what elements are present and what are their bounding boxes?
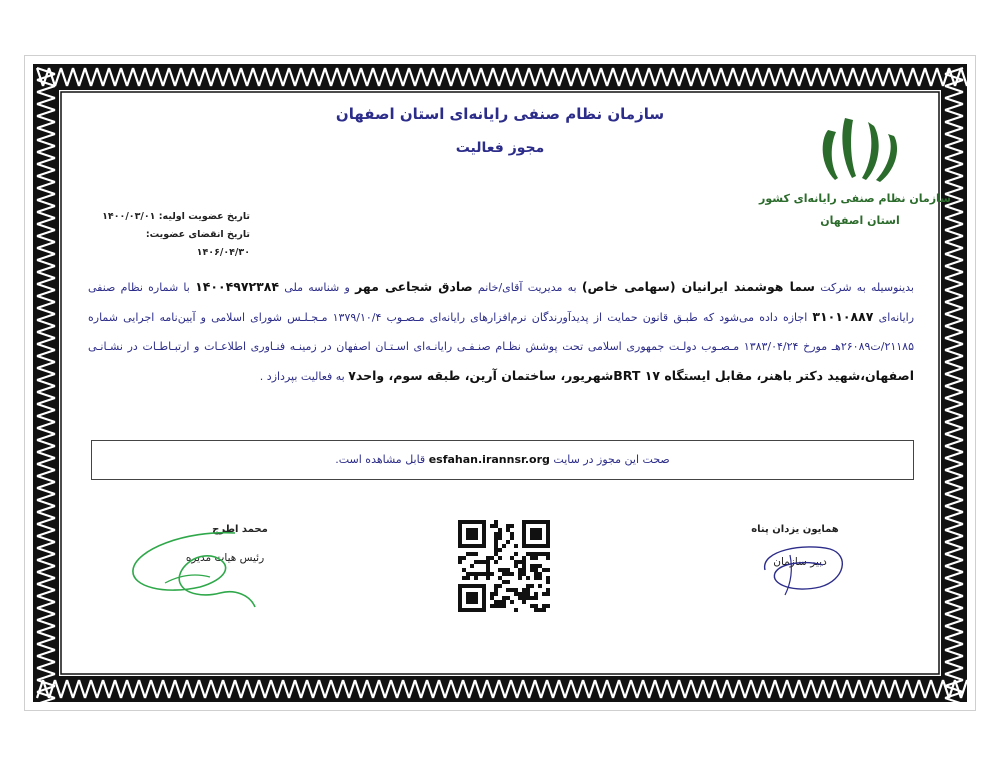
chairman-name: محمد اطرج <box>212 524 268 535</box>
body-part-4: با شماره نظام صنفی رایانه‌ای <box>88 281 914 324</box>
national-id: ۱۴۰۰۴۹۷۲۳۸۴ <box>195 279 280 294</box>
member-number: ۳۱۰۱۰۸۸۷ <box>812 309 874 324</box>
verification-box <box>91 440 914 480</box>
secretary-signature <box>745 535 855 605</box>
chairman-signature <box>125 525 260 615</box>
verify-prefix: صحت این مجوز در سایت <box>553 453 670 466</box>
certificate-title: مجوز فعالیت <box>455 140 545 156</box>
logo-province: استان اصفهان <box>820 214 900 227</box>
membership-dates <box>90 208 250 262</box>
first-membership-date: تاریخ عضویت اولیه: ۱۴۰۰/۰۳/۰۱ <box>102 211 250 222</box>
body-part-1: بدینوسیله به شرکت <box>814 281 914 294</box>
secretary-name: همایون یزدان پناه <box>751 524 839 535</box>
company-name: سما هوشمند ایرانیان (سهامی خاص) <box>581 279 815 294</box>
company-address: اصفهان،شهید دکتر باهنر، مقابل ایستگاه BRT ۱۷شهریور، ساختمان آرین، طبقه سوم، واحد۷ <box>348 368 914 383</box>
certificate-body <box>88 272 914 391</box>
body-part-3: و شناسه ملی <box>279 281 356 294</box>
logo-text: سازمان نظام صنفی رایانه‌ای کشور <box>759 192 951 205</box>
manager-name: صادق شجاعی مهر <box>355 279 473 294</box>
verify-suffix: قابل مشاهده است. <box>335 453 426 466</box>
organization-logo <box>759 110 951 230</box>
expiry-date: تاریخ انقضای عضویت: ۱۴۰۶/۰۴/۳۰ <box>145 229 250 258</box>
body-part-6: به فعالیت بپردازد . <box>259 370 349 383</box>
secretary-title: دبیر سازمان <box>773 556 827 568</box>
verify-site-link[interactable]: esfahan.irannsr.org <box>428 453 550 466</box>
organization-title: سازمان نظام صنفی رایانه‌ای استان اصفهان <box>335 105 665 123</box>
body-part-5: اجازه داده می‌شود که طبـق قانون حمایت از پدیدآورندگان نرم‌افزارهای رایانه‌ای مـصـوب ۱۳۷۹/۱۰/۴ مـجـلـس شورای اسلامی و آیین‌نامه اجرایی شماره ۲۱۱۸۵/ت۲۶۰۸۹هـ مورخ ۱۳۸۳/۰۴/۲۴ مـصـوب دولـت جمهوری اسلامی تحت پوشش نظـام صنـفـی رایانـه‌ای اسـتـان اصفهان در زمینـه فنـاوری اطلاعـات و ارتبـاطـات در نشـانـی <box>88 311 914 353</box>
body-part-2: به مدیریت آقای/خانم <box>472 281 582 294</box>
chairman-title: رئیس هیات مدیره <box>185 552 265 564</box>
qr-code[interactable] <box>458 520 550 612</box>
